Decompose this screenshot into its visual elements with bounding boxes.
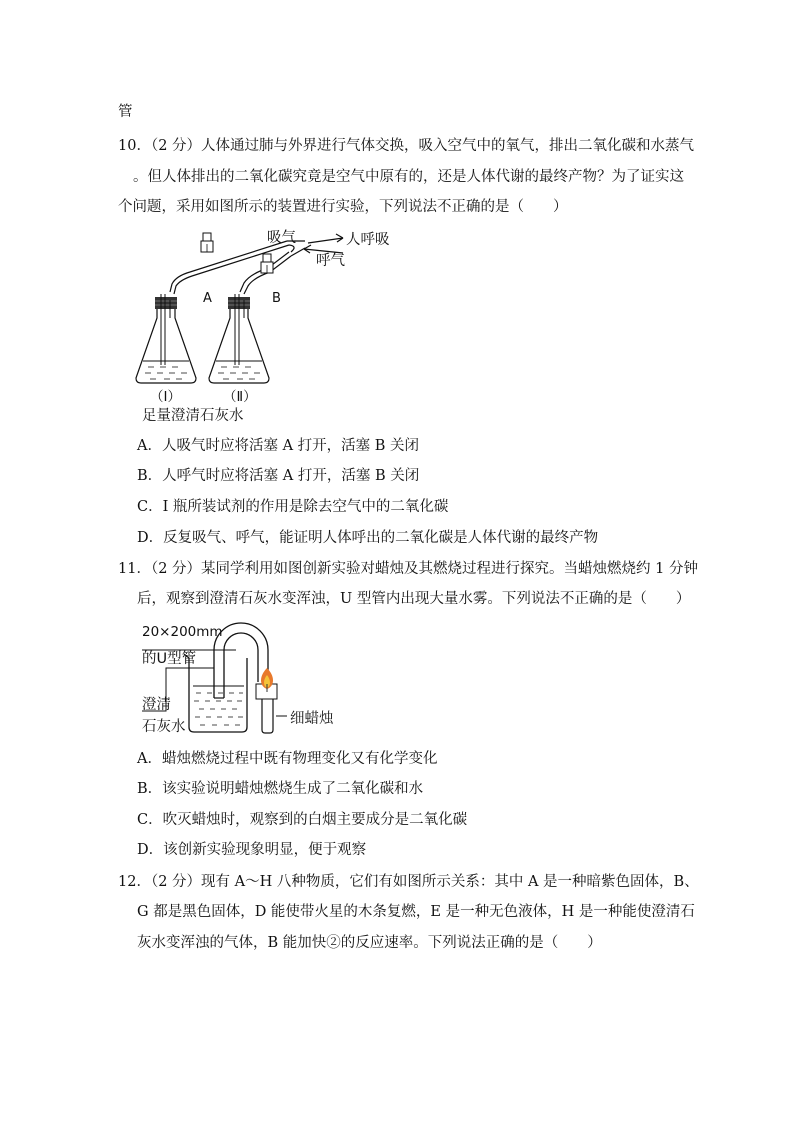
q10-option-a: A．人吸气时应将活塞 A 打开，活塞 B 关闭 (137, 438, 420, 454)
limewater-label-1: 澄清 (142, 697, 171, 713)
q11-option-a: A．蜡烛燃烧过程中既有物理变化又有化学变化 (137, 751, 438, 767)
q11-option-c: C．吹灭蜡烛时，观察到的白烟主要成分是二氧化碳 (137, 812, 468, 828)
q10-stem-line-1: 10．（2 分）人体通过肺与外界进行气体交换，吸入空气中的氧气，排出二氧化碳和水蒸气 (118, 138, 695, 154)
carry-over-text: 管 (118, 104, 133, 120)
q12-stem-line-3: 灰水变浑浊的气体，B 能加快②的反应速率。下列说法正确的是（ ） (137, 935, 602, 951)
flask-1-label: （Ⅰ） (150, 389, 181, 405)
limewater-label-2: 石灰水 (142, 719, 186, 735)
q10-option-c: C．I 瓶所装试剂的作用是除去空气中的二氧化碳 (137, 499, 449, 515)
q10-stem-line-2: 。但人体排出的二氧化碳究竟是空气中原有的，还是人体代谢的最终产物？为了证实这 (133, 169, 684, 185)
q11-stem-line-2: 后，观察到澄清石灰水变浑浊，U 型管内出现大量水雾。下列说法不正确的是（ ） (137, 591, 691, 607)
valve-a-label: A (203, 291, 212, 306)
q11-option-b: B．该实验说明蜡烛燃烧生成了二氧化碳和水 (137, 781, 424, 797)
flask-2-label: （Ⅱ） (223, 389, 257, 405)
inhale-label: 吸气 (267, 230, 296, 246)
q11-option-d: D．该创新实验现象明显，便于观察 (137, 842, 367, 858)
candle-label: 细蜡烛 (290, 711, 334, 727)
q11-stem-line-1: 11．（2 分）某同学利用如图创新实验对蜡烛及其燃烧过程进行探究。当蜡烛燃烧约 1 分钟 (118, 561, 698, 577)
limewater-caption: 足量澄清石灰水 (142, 408, 244, 424)
q10-option-b: B．人呼气时应将活塞 A 打开，活塞 B 关闭 (137, 468, 420, 484)
person-breathing-label: 人呼吸 (346, 232, 390, 248)
q10-option-d: D．反复吸气、呼气，能证明人体呼出的二氧化碳是人体代谢的最终产物 (137, 530, 599, 546)
q12-stem-line-2: G 都是黑色固体，D 能使带火星的木条复燃，E 是一种无色液体，H 是一种能使澄清石 (137, 904, 695, 920)
tube-size-label: 20×200mm (142, 624, 223, 640)
valve-b-label: B (272, 291, 281, 306)
q12-stem-line-1: 12．（2 分）现有 A～H 八种物质，它们有如图所示关系：其中 A 是一种暗紫色固体，B、 (118, 874, 699, 890)
u-tube-label: 的U型管 (142, 651, 197, 667)
q10-stem-line-3: 个问题，采用如图所示的装置进行实验，下列说法不正确的是（ ） (118, 199, 568, 215)
exhale-label: 呼气 (316, 253, 345, 269)
